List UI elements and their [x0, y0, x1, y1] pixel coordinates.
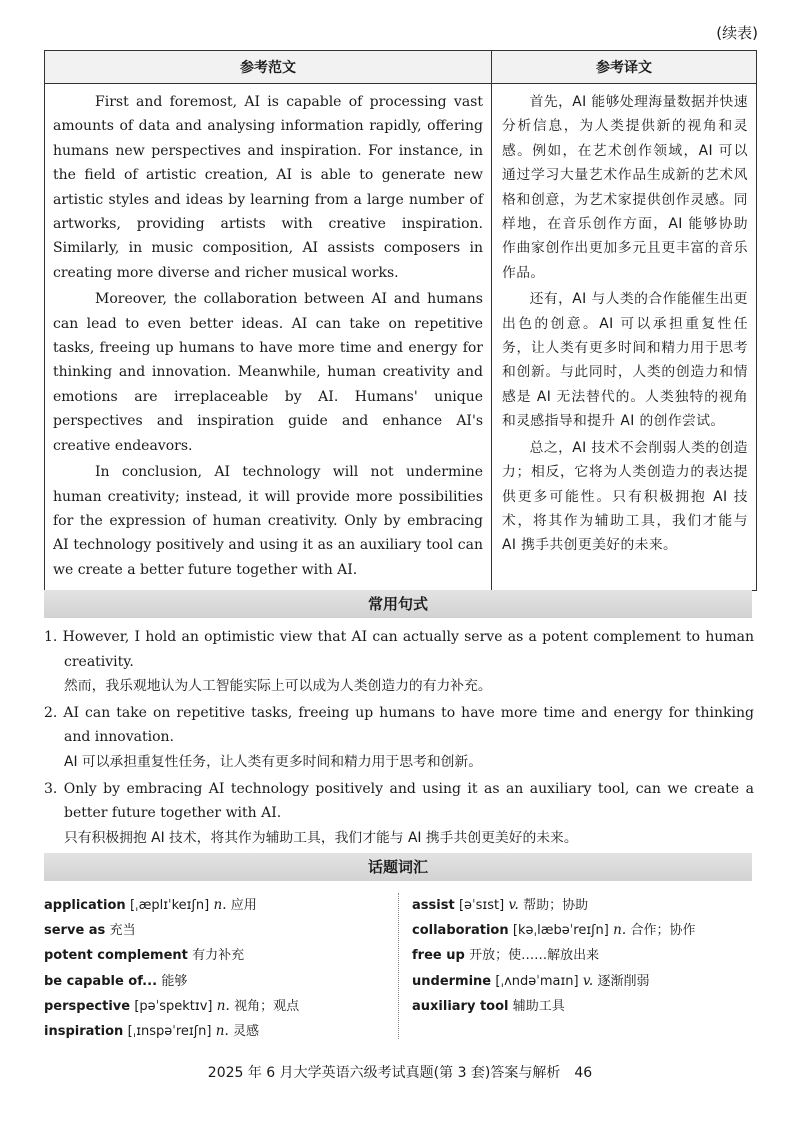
header-sample-essay: 参考范文 [45, 51, 492, 84]
vocab-item: free up 开放；使……解放出来 [412, 948, 600, 964]
continued-label: (续表) [716, 24, 758, 42]
translation-paragraph-1: 首先，AI 能够处理海量数据并快速分析信息，为人类提供新的视角和灵感。例如，在艺术创作领域，AI 可以通过学习大量艺术作品生成新的艺术风格和创意，为艺术家提供创作灵感。同样地，在音乐创作方面，AI 能够协助作曲家创作出更加多元且更丰富的音乐作品。 [502, 94, 748, 281]
chinese-translation-cell [492, 84, 757, 591]
sample-essay-table [44, 50, 757, 591]
page-footer: 2025 年 6 月大学英语六级考试真题(第 3 套)答案与解析 46 [207, 1065, 593, 1081]
vocab-list-right [412, 893, 752, 1019]
vocab-item: perspective [pəˈspektɪv] n. 视角；观点 [44, 997, 300, 1014]
vocab-item: serve as 充当 [44, 923, 136, 939]
sentence-patterns-list [44, 625, 754, 852]
sentence-3-english: 3. Only by embracing AI technology positively and using it as an auxiliary tool, can we create a better future together with AI. [44, 780, 754, 822]
vocab-item: inspiration [ˌɪnspəˈreɪʃn] n. 灵感 [44, 1023, 260, 1040]
vocab-item: potent complement 有力补充 [44, 948, 245, 964]
translation-paragraph-3: 总之，AI 技术不会削弱人类的创造力；相反，它将为人类创造力的表达提供更多可能性。只有积极拥抱 AI 技术，将其作为辅助工具，我们才能与 AI 携手共创更美好的未来。 [502, 439, 748, 554]
english-essay-cell [45, 84, 492, 591]
vocab-item: assist [əˈsɪst] v. 帮助；协助 [412, 897, 589, 913]
sentence-2-chinese: AI 可以承担重复性任务，让人类有更多时间和精力用于思考和创新。 [64, 753, 483, 770]
vocab-divider [398, 893, 399, 1039]
sentence-3-chinese: 只有积极拥抱 AI 技术，将其作为辅助工具，我们才能与 AI 携手共创更美好的未来。 [64, 829, 578, 846]
essay-paragraph-3: In conclusion, AI technology will not undermine human creativity; instead, it will provide more possibilities for the expression of human creativity. Only by embracing AI technology positively and using it as an auxiliary tool can we create a better future together with AI. [53, 464, 483, 578]
sentence-1-chinese: 然而，我乐观地认为人工智能实际上可以成为人类创造力的有力补充。 [64, 678, 492, 695]
translation-paragraph-2: 还有，AI 与人类的合作能催生出更出色的创意。AI 可以承担重复性任务，让人类有更多时间和精力用于思考和创新。与此同时，人类的创造力和情感是 AI 无法替代的。人类独特的视角和灵感指导和提升 AI 的创作尝试。 [502, 291, 748, 430]
vocab-item: collaboration [kəˌlæbəˈreɪʃn] n. 合作；协作 [412, 922, 696, 939]
vocab-item: application [ˌæplɪˈkeɪʃn] n. 应用 [44, 897, 257, 913]
vocab-list-left [44, 893, 394, 1044]
vocab-item: undermine [ˌʌndəˈmaɪn] v. 逐渐削弱 [412, 972, 650, 989]
header-reference-translation: 参考译文 [492, 51, 757, 84]
essay-paragraph-1: First and foremost, AI is capable of processing vast amounts of data and analysing information rapidly, offering humans new perspectives and inspiration. For instance, in the field of artistic creation, AI is able to generate new artistic styles and ideas by learning from a large number of artworks, providing artists with creative inspiration. Similarly, in music composition, AI assists composers in creating more diverse and richer musical works. [53, 94, 483, 281]
essay-paragraph-2: Moreover, the collaboration between AI and humans can lead to even better ideas. AI can take on repetitive tasks, freeing up humans to have more time and energy for thinking and innovation. Meanwhile, human creativity and emotions are irreplaceable by AI. Humans' unique perspectives and inspiration guide and enhance AI's creative endeavors. [53, 291, 483, 454]
section-heading-topic-vocabulary: 话题词汇 [44, 853, 752, 881]
sentence-2-english: 2. AI can take on repetitive tasks, freeing up humans to have more time and energy for thinking and innovation. [44, 704, 754, 746]
vocab-item: auxiliary tool 辅助工具 [412, 998, 565, 1014]
sentence-1-english: 1. However, I hold an optimistic view that AI can actually serve as a potent complement to human creativity. [44, 629, 754, 670]
section-heading-sentence-patterns: 常用句式 [44, 590, 752, 618]
vocab-item: be capable of... 能够 [44, 973, 188, 989]
